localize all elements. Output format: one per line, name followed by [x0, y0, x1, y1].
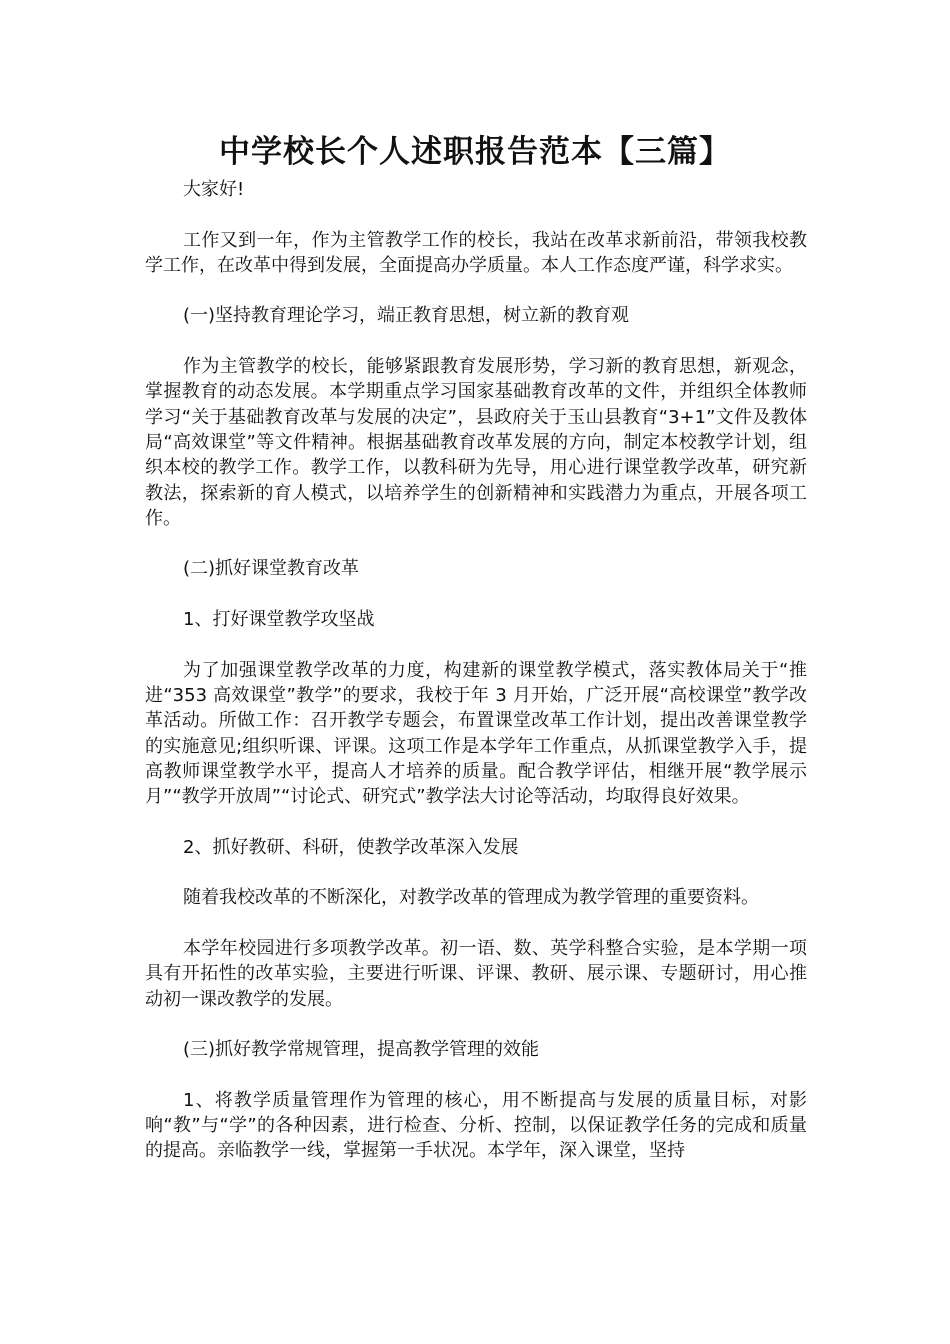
- subheading-1: 1、打好课堂教学攻坚战: [183, 609, 375, 631]
- paragraph: 1、将教学质量管理作为管理的核心，用不断提高与发展的质量目标，对影响“教”与“学”的各种因素，进行检查、分析、控制，以保证教学任务的完成和质量的提高。亲临教学一线，掌握第一手状况。本学年，深入课堂，坚持: [145, 1089, 807, 1162]
- section-heading-2: (二)抓好课堂教育改革: [183, 558, 360, 580]
- paragraph: 作为主管教学的校长，能够紧跟教育发展形势，学习新的教育思想，新观念，掌握教育的动态发展。本学期重点学习国家基础教育改革的文件，并组织全体教师学习“关于基础教育改革与发展的决定”，县政府关于玉山县教育“3+1”文件及教体局“高效课堂”等文件精神。根据基础教育改革发展的方向，制定本校教学计划，组织本校的教学工作。教学工作，以教科研为先导，用心进行课堂教学改革，研究新教法，探索新的育人模式，以培养学生的创新精神和实践潜力为重点，开展各项工作。: [145, 356, 807, 529]
- paragraph-greeting: 大家好!: [183, 179, 245, 200]
- document-title: 中学校长个人述职报告范本【三篇】: [219, 134, 731, 170]
- section-heading-1: (一)坚持教育理论学习，端正教育思想，树立新的教育观: [183, 305, 630, 327]
- document-body: [145, 177, 807, 1189]
- subheading-2: 2、抓好教研、科研，使教学改革深入发展: [183, 836, 519, 858]
- section-heading-3: (三)抓好教学常规管理，提高教学管理的效能: [183, 1039, 540, 1061]
- paragraph: 随着我校改革的不断深化，对教学改革的管理成为教学管理的重要资料。: [183, 887, 759, 909]
- paragraph: 本学年校园进行多项教学改革。初一语、数、英学科整合实验，是本学期一项具有开拓性的改革实验，主要进行听课、评课、教研、展示课、专题研讨，用心推动初一课改教学的发展。: [145, 937, 807, 1010]
- paragraph-intro: 工作又到一年，作为主管教学工作的校长，我站在改革求新前沿，带领我校教学工作，在改革中得到发展，全面提高办学质量。本人工作态度严谨，科学求实。: [145, 229, 807, 276]
- paragraph: 为了加强课堂教学改革的力度，构建新的课堂教学模式，落实教体局关于“推进“353 高效课堂”教学”的要求，我校于年 3 月开始，广泛开展“高校课堂”教学改革活动。所做工作：召开教学专题会，布置课堂改革工作计划，提出改善课堂教学的实施意见;组织听课、评课。这项工作是本学年工作重点，从抓课堂教学入手，提高教师课堂教学水平，提高人才培养的质量。配合教学评估，相继开展“教学展示月”“教学开放周”“讨论式、研究式”教学法大讨论等活动，均取得良好效果。: [145, 659, 807, 808]
